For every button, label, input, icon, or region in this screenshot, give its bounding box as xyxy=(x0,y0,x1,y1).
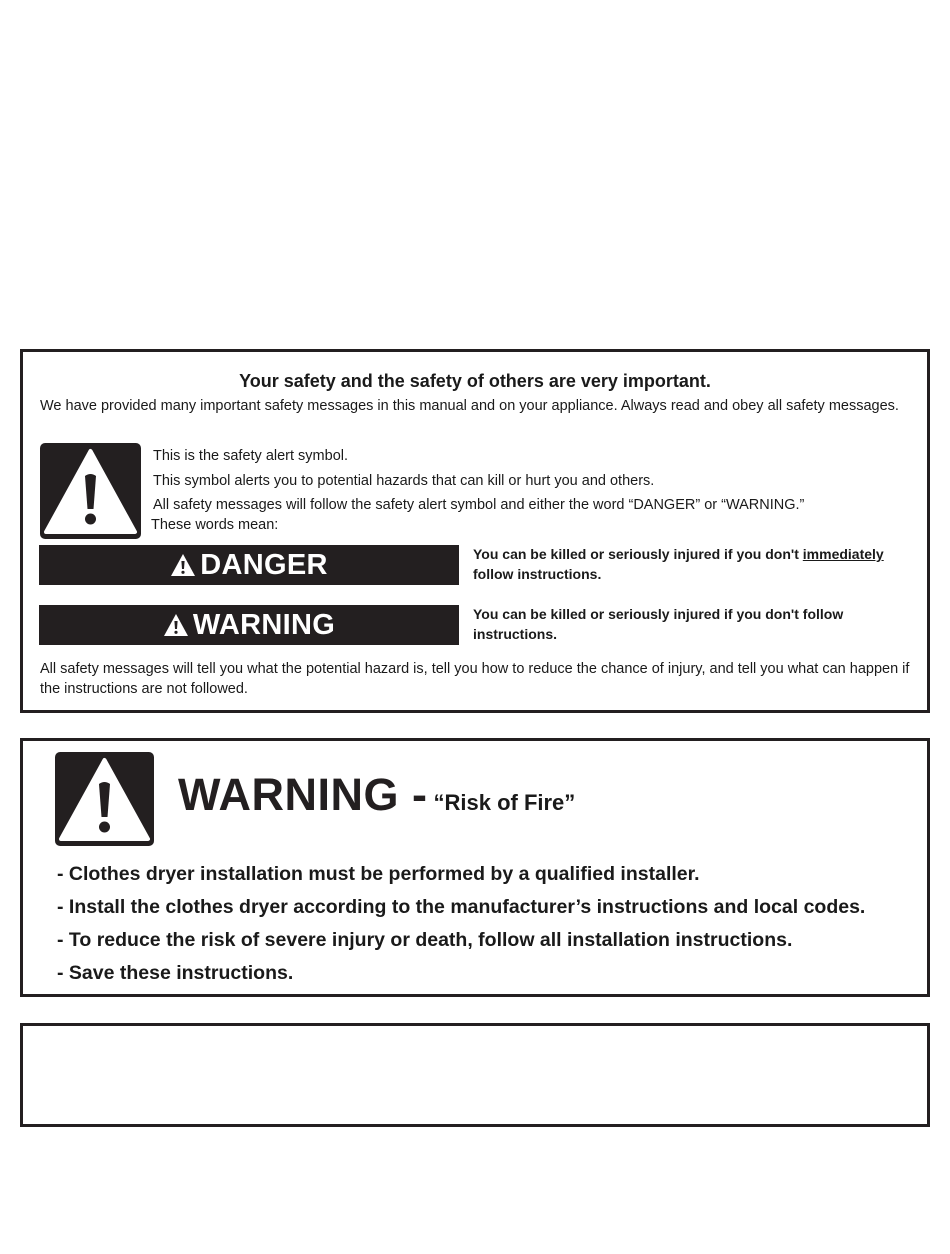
danger-text-after: follow instructions. xyxy=(473,565,602,582)
warning-alert-icon xyxy=(163,613,189,637)
fire-warning-list xyxy=(57,858,865,990)
list-item: - To reduce the risk of severe injury or death, follow all installation instructions. xyxy=(57,929,793,951)
list-item: - Clothes dryer installation must be performed by a qualified installer. xyxy=(57,863,700,885)
list-item: - Save these instructions. xyxy=(57,962,294,984)
danger-alert-icon xyxy=(170,553,196,577)
danger-label: DANGER xyxy=(200,548,328,581)
safety-intro: We have provided many important safety messages in this manual and on your appliance. Always read and obey all safety messages. xyxy=(40,398,899,414)
safety-outro: All safety messages will tell you what the potential hazard is, tell you how to reduce the chance of injury, and tell you what can happen if the instructions are not followed. xyxy=(40,661,910,697)
danger-description xyxy=(473,545,918,584)
warning-bar xyxy=(39,605,459,645)
fire-warning-subtitle: “Risk of Fire” xyxy=(433,790,576,815)
empty-box xyxy=(20,1023,930,1127)
safety-heading: Your safety and the safety of others are very important. xyxy=(239,371,711,391)
danger-bar xyxy=(39,545,459,585)
fire-alert-icon xyxy=(55,752,154,846)
danger-emphasis: immediately xyxy=(802,546,884,562)
list-item: - Install the clothes dryer according to the manufacturer’s instructions and local codes. xyxy=(57,896,866,918)
safety-info-box xyxy=(20,349,930,713)
fire-warning-word: WARNING - xyxy=(178,769,428,820)
alert-meaning-line: These words mean: xyxy=(151,517,279,533)
safety-alert-icon xyxy=(40,443,141,539)
alert-symbol-line: This is the safety alert symbol. xyxy=(153,448,349,464)
fire-warning-title xyxy=(178,769,575,821)
alert-hazard-line: This symbol alerts you to potential hazards that can kill or hurt you and others. xyxy=(153,473,655,489)
warning-description: You can be killed or seriously injured if you don't follow instructions. xyxy=(473,606,844,642)
alert-words-line: All safety messages will follow the safety alert symbol and either the word “DANGER” or “WARNING.” xyxy=(153,497,805,513)
fire-warning-box xyxy=(20,738,930,997)
danger-text-before: You can be killed or seriously injured if you don't xyxy=(473,546,803,562)
warning-label: WARNING xyxy=(192,608,336,641)
